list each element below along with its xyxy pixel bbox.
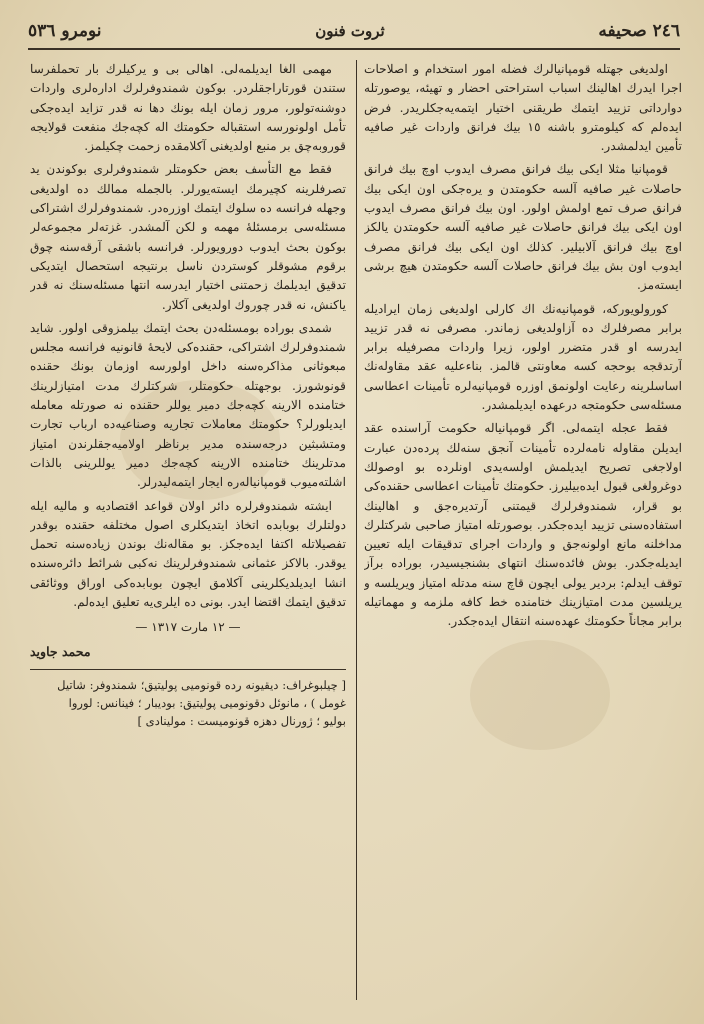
page-number-label: ٢٤٦ صحيفه — [598, 21, 680, 41]
author-name: محمد جاويد — [30, 643, 91, 659]
issue-number-label: نومرو ٥٣٦ — [28, 21, 102, 41]
right-column — [364, 60, 682, 1006]
reference-line: بوليو ؛ ژورنال دهزه قونوميست : مولينادی ] — [137, 713, 346, 728]
paragraph: شمدی بوراده بومسئله‌دن بحث ايتمك بيلمزوقی اولور. شايد شمندوفرلرك اشتراكی، حقنده‌كی لايحهٔ قانونيه فرانسه مجلس مبعوثانی مذاكره‌سنه داخل اولورسه اوزمان بونك حقنده قونوشورز. بوجهتله حكومتلر، شركتلرك مدت امتيازلرينك ختامنده الارينه كچه‌جك دمير يوللر حقنده نه صورتله معامله ايديلورلر؟ حكومتك معاملات تجاريه وصناعيه‌ده ارباب تجارت ومتشبثين درجه‌سنده مدير برناظر اولاميه‌جقلرندن امتياز مدتلرينك ختامنده الارينه كچه‌جك دمير يوللرينی بالذات اشلته‌ميوب قومپانياله‌ره ايجار ايتمه‌ليدرلر. — [30, 320, 346, 490]
column-divider — [356, 60, 357, 1000]
reference-line: [ چيلبوغراف: ديقيونه رده قونوميی پوليتيق؛ شمندوفر: شاتيل — [57, 677, 346, 692]
paragraph: مهمی الغا ايديلمه‌لی. اهالی بی و يركيلرك بار تحملفرسا ستندن قورتاراجقلردر. بوكون شمندوفرلرك اداره‌لری واردات دوشنه‌تولور، مرور زمان ايله بونك دها نه قدر تزايد ايده‌جكی تأمل اولونورسه استقباله حكومتك اله كچه‌جك منفعت قولايجه قوروبه‌چق بر منبع اولديغنی آكلامقده زحمت چكيلمز. — [30, 62, 346, 154]
page-header — [28, 14, 680, 50]
journal-title: ثروت فنون — [315, 22, 385, 40]
left-column — [30, 60, 346, 1006]
paragraph: قومپانيا مثلا ايكی بيك فرانق مصرف ايدوب اوچ بيك فرانق حاصلات غير صافيه آلسه حكومتدن و يره‌جكی اون ايكی بيك فرانق صرف تمع اولمش اولور. اون بيك فرانق مصرف ايدوب اون ايكی بيك فرانق حاصلات غير صافيه آلسه حكومتدن يالكز اوچ بيك فرانق آلابيلير. كذلك اون ايكی بيك فرانق مصرف ايدوب اون بش بيك فرانق حاصلات آلسه حكومتدن هيچ برشی ايسته‌مز. — [364, 162, 682, 293]
references-block — [30, 669, 346, 730]
paragraph: فقط عجله ايتمه‌لی. اگر قومپانياله حكومت آراسنده عقد ايديلن مقاوله نامه‌لرده تأمينات آنجق سنه‌لك پرده‌دن عبارت اولاجغی تصريح ايديلمش اولسه‌يدی اونلرده بو اوصولك دوغرولغی قبول ايده‌بيليرز. حكومتك تأمينات اعطاسی حقنده‌كی بو قرار، شمندوفرلرك قيمتنی آرتديره‌جق و اهالينك استفاده‌سنی تزييد ايده‌جكدر. بوصورتله امتياز صاحبی شركتلرك مداخلنه مانع اولونه‌جق و واردات اجرای تدقيقات ايله تعيين ايديله‌جكدر. بوش فائده‌سنك انتهای بشنجيسيدر، بوراده برآز توقف ايدلم: بردير يولی ايچون قاچ سنه مدتله امتياز ويريلسه و يريلسين مدت امتيازينك ختامنده خط كافه ملزمه و مهماتيله برابر مجاناً حكومتك عهده‌سنه انتقال ايده‌جكدر. — [364, 421, 682, 629]
paragraph: ايشته شمندوفرلره دائر اولان قواعد اقتصاديه و ماليه ايله دولتلرك بوبابده اتخاذ ايتديكلری اصول مختلفه حقنده بوقدر تفصيلاتله اكتفا ايده‌جكز. بو مقاله‌نك بوندن زياده‌سنه تحمل يوقدر. بالاكز عثمانی شمندوفرلرينك نه‌كبی شرائط دائره‌سنده انشا ايديلديكلرينی آكلامق ايچون بوبابده‌كی اوراق ووثائقی تدقيق ايتمك اقتضا ايدر. بونی ده ايلری‌يه تعليق ايده‌لم. — [30, 498, 346, 610]
article-date: — ١٢ مارت ١٣١٧ — — [135, 620, 241, 635]
reference-line: غومل ) ، مانوئل دقونوميی پوليتيق: بوديبار ؛ فينانس: لوروا — [68, 695, 346, 710]
paragraph: كورولويوركه، قومپانيه‌نك اك كارلی اولديغی زمان ايراديله برابر مصرفلرك ده آزاولديغی زماندر. مصرفی نه قدر تزييد ايدرسه او قدر متضرر اولور، زيرا واردات مصرفيله برابر آرتدقجه بوحجه كسه معاونتی قالمز. بناءعليه عقد مقاوله‌نك اساسلرينه رعايت اولونمق اوزره قومپانيه‌لره تأمينات اعطاسی مسئله‌سی حكومتجه درعهده ايديلمشدر. — [364, 301, 682, 413]
paragraph: اولديغی جهتله قومپانيالرك فضله امور استخدام و اصلاحات اجرا ايدرك اهالينك اسباب استراحتی احضار و تهيئه، يوصورتله دوارداتی تزييد ايتمك طريقنی اختيار ايتمه‌يه‌جكلريدر. فرض ايده‌لم كه كيلومترو باشنه ١٥ بيك فرانق واردات غير صافيه تأمين ايدلمشدر. — [364, 62, 682, 154]
paragraph: فقط مع التأسف بعض حكومتلر شمندوفرلری بوكوندن يد تصرفلرينه كچيرمك ايسته‌يورلر. بالجمله ممالك ده اولديغی وجهله فرانسه ده سلوك ايتمك اوزره‌در. شمندوفرلرك اشتراكی مسئله‌سی برمسئلهٔ مهمه و لكن آلمشدر. غزته‌لر مجموعه‌لر بوكون بحث ايدوب دورويورلر. فرانسه باشقی آرقه‌سنه چوق برقوم مشوقلر كوستردن ناسل برنتيجه استحصال ايتديكی تدقيق ايديلمك زحمتنی اختيار ايدرسه انتها مسئله‌سنك نه قدر ياكنش، نه قدر چوروك اولديغی آكلار. — [30, 162, 346, 312]
